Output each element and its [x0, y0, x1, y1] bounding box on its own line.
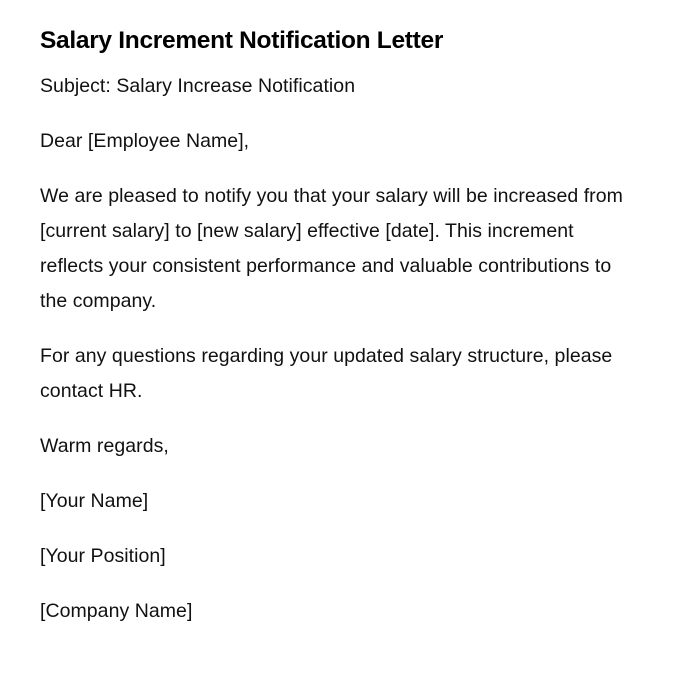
letter-body-paragraph-1: We are pleased to notify you that your salary will be increased from [current salary] to [new salary] effective [date]. This increment reflects your consistent performance and valuable contributions to the company. [40, 185, 623, 312]
signature-company: [Company Name] [40, 600, 193, 622]
letter-body-paragraph-2: For any questions regarding your updated salary structure, please contact HR. [40, 345, 613, 402]
signature-position: [Your Position] [40, 545, 166, 567]
letter-title: Salary Increment Notification Letter [40, 27, 444, 54]
signature-name: [Your Name] [40, 490, 149, 512]
letter-closing: Warm regards, [40, 435, 169, 457]
letter-salutation: Dear [Employee Name], [40, 130, 250, 152]
letter-subject: Subject: Salary Increase Notification [40, 75, 356, 97]
letter-document [40, 24, 640, 629]
